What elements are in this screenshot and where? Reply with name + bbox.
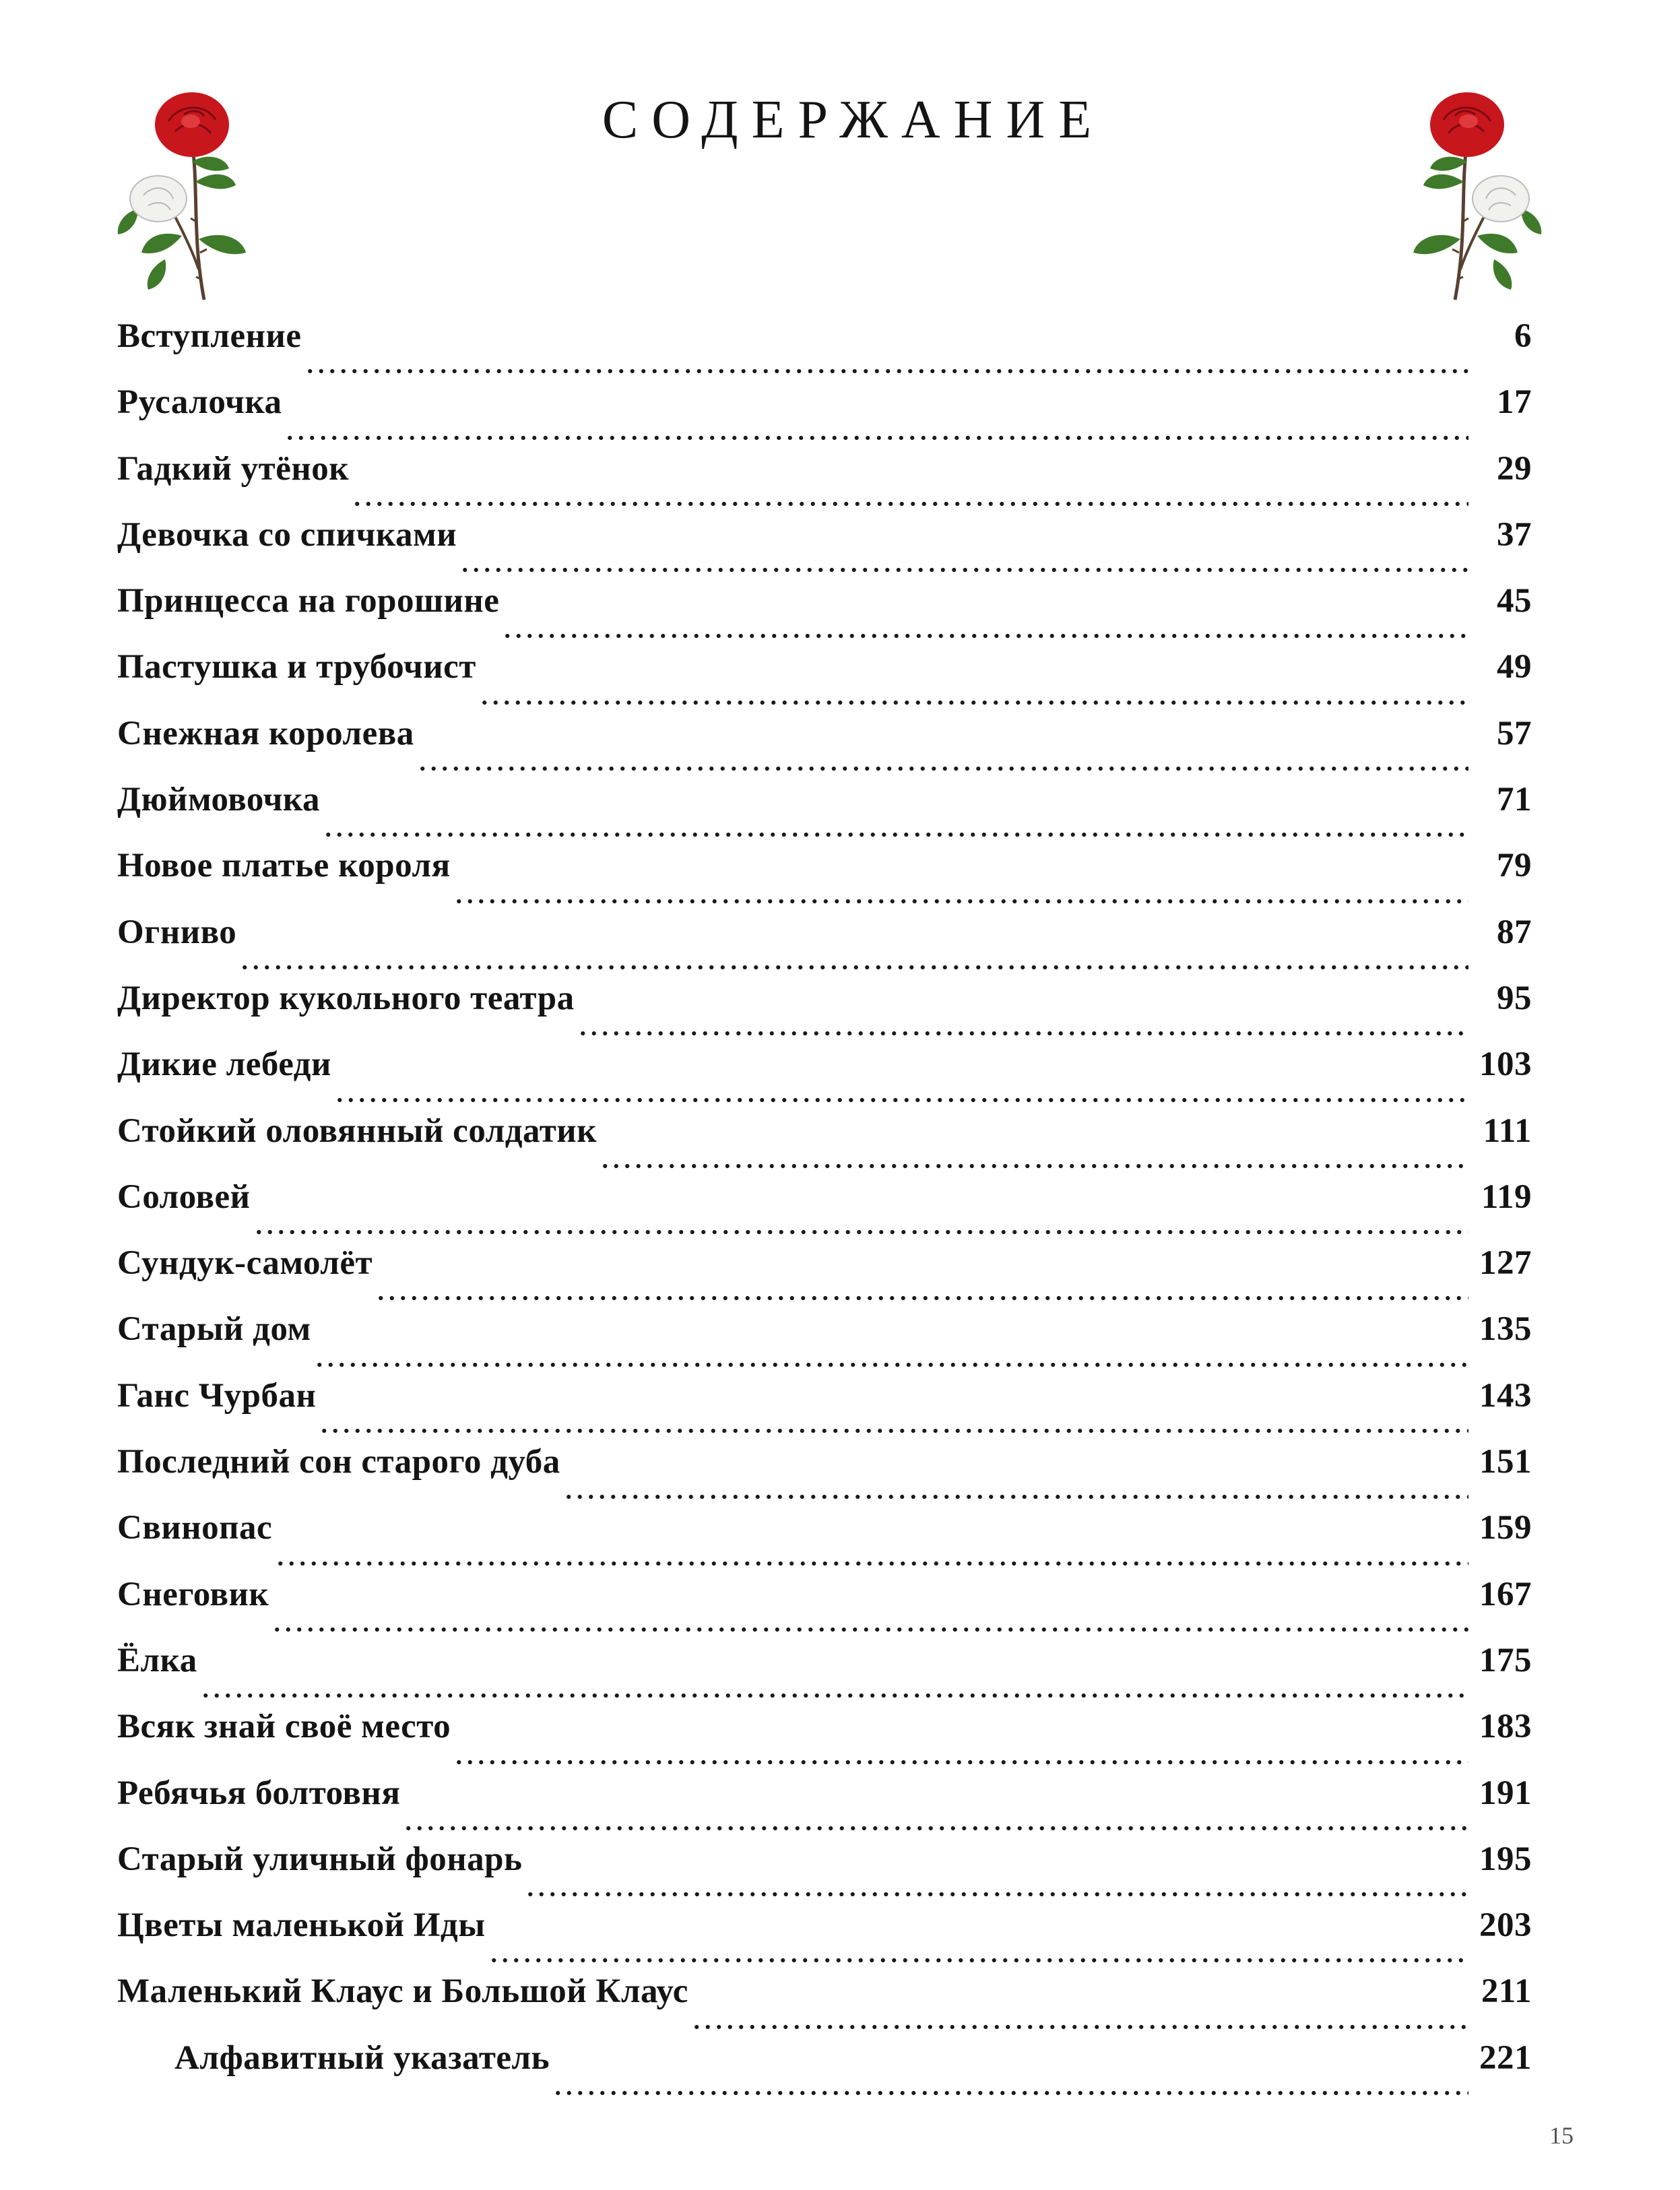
toc-entry[interactable] [117,1508,1532,1574]
toc-entry[interactable] [117,2038,1532,2104]
toc-entry[interactable] [117,1376,1532,1442]
toc-entry-page: 111 [1483,1112,1532,1150]
toc-entry-title: Соловей [117,1178,251,1216]
toc-entry[interactable] [117,1906,1532,1972]
toc-entry-page: 127 [1479,1244,1532,1283]
toc-entry[interactable] [117,1641,1532,1707]
rose-leaves [118,157,246,290]
toc-entry-page: 45 [1497,582,1532,620]
dot-leader [334,1097,1468,1103]
dot-leader [525,1891,1468,1898]
dot-leader [314,1361,1468,1368]
toc-entry-page: 191 [1479,1774,1532,1812]
toc-entry-page: 29 [1497,449,1532,488]
dot-leader [352,501,1468,507]
toc-entry-page: 103 [1479,1045,1532,1084]
toc-entry-title: Дикие лебеди [117,1045,331,1084]
toc-entry[interactable] [117,1045,1532,1111]
toc-entry-title: Старый дом [117,1310,311,1349]
toc-entry[interactable] [117,317,1532,383]
dot-leader [479,699,1468,706]
toc-entry-title: Старый уличный фонарь [117,1840,523,1878]
toc-entry-title: Дюймовочка [117,781,320,819]
toc-entry[interactable] [117,383,1532,449]
dot-leader [552,2090,1468,2096]
toc-entry-page: 203 [1479,1906,1532,1945]
toc-entry-title: Огниво [117,913,237,951]
toc-entry[interactable] [117,515,1532,581]
toc-entry-title: Принцесса на горошине [117,582,500,620]
page-title: СОДЕРЖАНИЕ [602,90,1105,150]
toc-entry-title: Сундук-самолёт [117,1244,373,1283]
dot-leader [239,964,1468,971]
toc-entry-page: 95 [1497,979,1532,1017]
toc-entry-title: Алфавитный указатель [174,2038,550,2077]
dot-leader [563,1493,1468,1500]
toc-entry-page: 151 [1479,1443,1532,1481]
dot-leader [488,1957,1468,1964]
toc-entry[interactable] [117,913,1532,979]
toc-entry-page: 71 [1497,781,1532,819]
dot-leader [323,831,1468,838]
toc-entry-title: Девочка со спичками [117,515,457,554]
dot-leader [271,1626,1468,1633]
toc-entry[interactable] [117,1178,1532,1244]
toc-entry[interactable] [117,1442,1532,1508]
dot-leader [319,1427,1468,1434]
toc-entry-page: 49 [1497,648,1532,686]
toc-entry[interactable] [117,647,1532,713]
toc-entry-page: 221 [1479,2038,1532,2077]
toc-entry-page: 143 [1479,1376,1532,1415]
toc-entry-title: Маленький Клаус и Большой Клаус [117,1972,688,2011]
toc-entry-title: Последний сон старого дуба [117,1443,560,1481]
toc-entry-title: Гадкий утёнок [117,449,350,488]
toc-entry[interactable] [117,449,1532,515]
toc-entry-page: 159 [1479,1509,1532,1547]
dot-leader [200,1692,1468,1699]
toc-entry[interactable] [117,1972,1532,2038]
dot-leader [284,434,1468,441]
toc-entry-page: 119 [1481,1178,1532,1216]
toc-entry-title: Всяк знай своё место [117,1708,451,1746]
table-of-contents [117,317,1532,2104]
white-rose [130,176,187,222]
dot-leader [459,567,1468,573]
toc-entry[interactable] [117,1575,1532,1641]
toc-entry-page: 167 [1479,1575,1532,1613]
dot-leader [417,765,1468,772]
toc-entry-title: Цветы маленькой Иды [117,1906,486,1945]
toc-entry[interactable] [117,1774,1532,1840]
toc-entry[interactable] [117,714,1532,780]
toc-entry-title: Ганс Чурбан [117,1376,317,1415]
dot-leader [275,1560,1468,1567]
toc-entry[interactable] [117,1707,1532,1773]
toc-entry-title: Пастушка и трубочист [117,648,476,686]
dot-leader [453,1759,1468,1766]
toc-entry-page: 37 [1497,515,1532,554]
toc-entry-title: Вступление [117,317,302,355]
toc-entry-page: 135 [1479,1310,1532,1349]
toc-entry-page: 79 [1497,847,1532,885]
toc-entry-page: 87 [1497,913,1532,951]
toc-entry-title: Свинопас [117,1509,273,1547]
toc-entry[interactable] [117,1244,1532,1310]
toc-entry-title: Русалочка [117,383,282,422]
toc-entry-title: Стойкий оловянный солдатик [117,1112,597,1150]
page-number: 15 [1549,2122,1574,2149]
toc-entry[interactable] [117,846,1532,912]
toc-entry-page: 6 [1514,317,1532,355]
toc-entry-page: 195 [1479,1840,1532,1878]
toc-entry[interactable] [117,979,1532,1045]
dot-leader [375,1295,1468,1301]
toc-entry[interactable] [117,581,1532,647]
toc-entry-title: Директор кукольного театра [117,979,575,1017]
toc-entry-page: 175 [1479,1641,1532,1679]
dot-leader [600,1163,1468,1169]
dot-leader [453,898,1468,905]
dot-leader [691,2024,1468,2030]
toc-entry[interactable] [117,1840,1532,1906]
dot-leader [253,1229,1468,1235]
toc-entry-page: 17 [1497,383,1532,422]
toc-entry-title: Ёлка [117,1641,197,1679]
dot-leader [304,368,1468,375]
toc-entry-title: Ребячья болтовня [117,1774,401,1812]
toc-entry-page: 57 [1497,714,1532,752]
toc-entry-title: Снеговик [117,1575,269,1613]
toc-entry[interactable] [117,780,1532,846]
toc-entry[interactable] [117,1310,1532,1376]
dot-leader [403,1825,1468,1832]
toc-entry-page: 183 [1479,1708,1532,1746]
dot-leader [577,1030,1468,1037]
toc-entry-page: 211 [1481,1972,1532,2011]
toc-entry-title: Новое платье короля [117,847,451,885]
dot-leader [502,633,1468,639]
toc-entry-title: Снежная королева [117,714,414,752]
toc-entry[interactable] [117,1112,1532,1178]
